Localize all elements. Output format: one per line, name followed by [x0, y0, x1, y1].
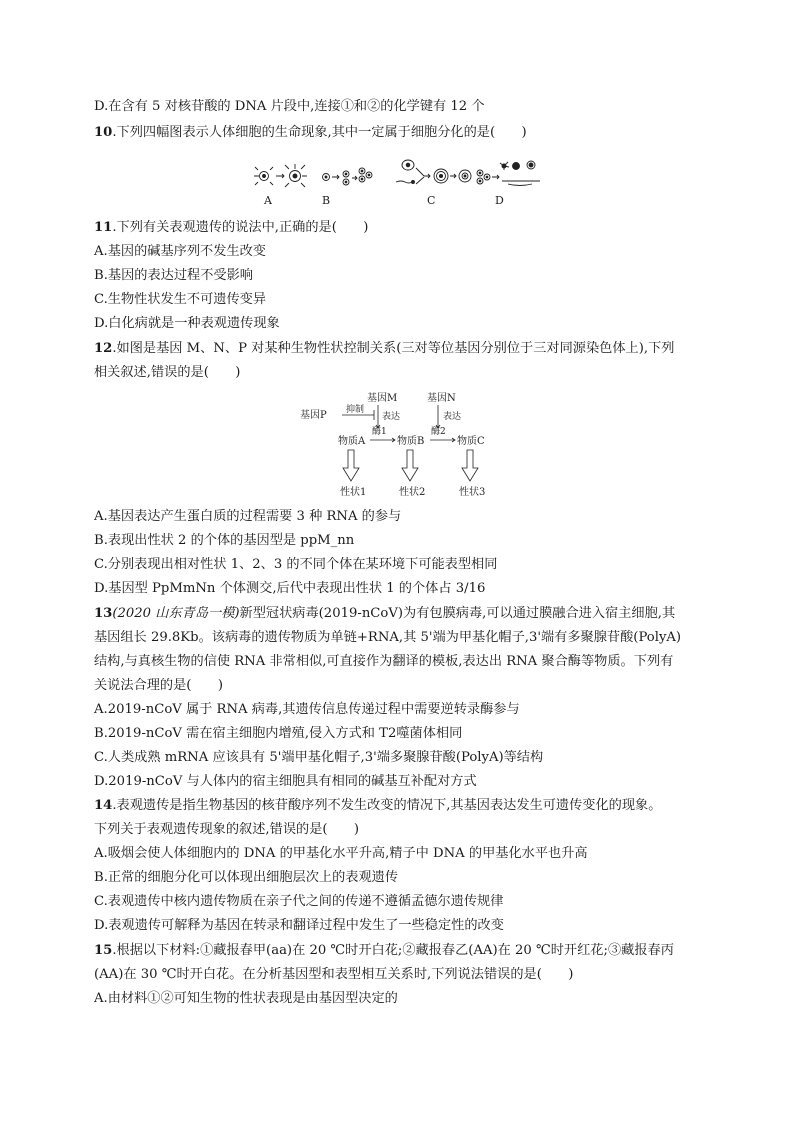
q13-stem-line4: 关说法合理的是( ): [94, 678, 223, 693]
q10-number: 10: [94, 125, 113, 140]
figure-d-image: [477, 161, 540, 186]
gene-n-label: 基因N: [427, 393, 456, 404]
enzyme2-label: 酶2: [431, 427, 446, 437]
q12-stem-text1: .如图是基因 M、N、P 对某种生物性状控制关系(三对等位基因分别位于三对同源染色体上),下列: [112, 341, 675, 356]
q10-cell-figures: [250, 156, 550, 208]
q15-option-a: A.由材料①②可知生物的性状表现是由基因型决定的: [94, 991, 398, 1006]
q13-number: 13: [94, 606, 113, 621]
q12-number: 12: [94, 341, 113, 356]
substance-b-label: 物质B: [397, 436, 425, 447]
q13-stem-text1: 新型冠状病毒(2019-nCoV)为有包膜病毒,可以通过膜融合进入宿主细胞,其: [239, 606, 676, 621]
q13-option-c: C.人类成熟 mRNA 应该具有 5'端甲基化帽子,3'端多聚腺苷酸(PolyA)等结构: [94, 750, 544, 765]
q14-number: 14: [94, 798, 113, 813]
figure-a-label: A: [264, 194, 272, 207]
q15-stem-text1: .根据以下材料:①藏报春甲(aa)在 20 ℃时开白花;②藏报春乙(AA)在 20 ℃时开红花;③藏报春丙: [112, 943, 674, 958]
express-label-1: 表达: [382, 412, 401, 422]
q15-stem-line2: (AA)在 30 ℃时开白花。在分析基因型和表型相互关系时,下列说法错误的是( ): [94, 967, 574, 982]
gene-m-label: 基因M: [367, 393, 398, 404]
q11-stem-text: .下列有关表观遗传的说法中,正确的是( ): [112, 220, 369, 235]
q14-option-d: D.表观遗传可解释为基因在转录和翻译过程中发生了一些稳定性的改变: [94, 918, 504, 933]
q12-stem-line1: [94, 340, 674, 358]
q13-option-a: A.2019-nCoV 属于 RNA 病毒,其遗传信息传递过程中需要逆转录酶参与: [94, 702, 520, 717]
trait-3-label: 性状3: [459, 487, 486, 498]
q11-option-c: C.生物性状发生不可遗传变异: [94, 292, 267, 307]
q11-stem: [94, 219, 368, 237]
q11-option-b: B.基因的表达过程不受影响: [94, 268, 253, 283]
express-label-2: 表达: [443, 412, 462, 422]
inhibit-label: 抑制: [346, 405, 365, 415]
figure-b-image: [323, 168, 373, 185]
figure-c-label: C: [427, 194, 436, 207]
q14-stem-text1: .表观遗传是指生物基因的核苷酸序列不发生改变的情况下,其基因表达发生可遗传变化的现象。: [112, 798, 662, 813]
substance-c-label: 物质C: [457, 436, 485, 447]
q15-number: 15: [94, 943, 113, 958]
q14-option-b: B.正常的细胞分化可以体现出细胞层次上的表观遗传: [94, 870, 399, 885]
q12-option-d: D.基因型 PpMmNn 个体测交,后代中表现出性状 1 的个体占 3/16: [94, 581, 486, 596]
figure-d-label: D: [495, 194, 504, 207]
q10-stem-text: .下列四幅图表示人体细胞的生命现象,其中一定属于细胞分化的是( ): [112, 125, 527, 140]
q14-option-c: C.表观遗传中核内遗传物质在亲子代之间的传递不遵循孟德尔遗传规律: [94, 894, 504, 909]
figure-c-image: [396, 160, 471, 184]
q10-stem: [94, 124, 527, 142]
q12-option-a: A.基因表达产生蛋白质的过程需要 3 种 RNA 的参与: [94, 509, 402, 524]
q11-number: 11: [94, 220, 113, 235]
q14-stem-line2: 下列关于表观遗传现象的叙述,错误的是( ): [94, 822, 360, 837]
trait-1-label: 性状1: [340, 487, 367, 498]
q12-option-c: C.分别表现出相对性状 1、2、3 的不同个体在某环境下可能表型相同: [94, 557, 498, 572]
q13-source: (2020 山东青岛一模): [112, 606, 240, 621]
trait-2-label: 性状2: [399, 487, 426, 498]
q12-gene-control-diagram: [300, 388, 510, 500]
q13-option-d: D.2019-nCoV 与人体内的宿主细胞具有相同的碱基互补配对方式: [94, 774, 477, 789]
q12-option-b: B.表现出性状 2 的个体的基因型是 ppM_nn: [94, 533, 355, 548]
q9-option-d: D.在含有 5 对核苷酸的 DNA 片段中,连接①和②的化学键有 12 个: [94, 99, 485, 114]
figure-a-image: [254, 164, 307, 187]
q11-option-d: D.白化病就是一种表观遗传现象: [94, 316, 280, 331]
figure-b-label: B: [322, 194, 331, 207]
q14-stem-line1: [94, 797, 661, 815]
q13-stem-line1: [94, 605, 675, 623]
gene-p-label: 基因P: [300, 410, 327, 421]
q11-option-a: A.基因的碱基序列不发生改变: [94, 244, 266, 259]
q15-stem-line1: [94, 942, 674, 960]
enzyme1-label: 酶1: [372, 427, 387, 437]
q13-stem-line2: 基因组长 29.8Kb。该病毒的遗传物质为单链+RNA,其 5'端为甲基化帽子,3'端有多聚腺苷酸(PolyA): [94, 630, 682, 645]
q13-option-b: B.2019-nCoV 需在宿主细胞内增殖,侵入方式和 T2噬菌体相同: [94, 726, 463, 741]
q12-stem-line2: 相关叙述,错误的是( ): [94, 365, 241, 380]
q14-option-a: A.吸烟会使人体细胞内的 DNA 的甲基化水平升高,精子中 DNA 的甲基化水平也升高: [94, 846, 588, 861]
substance-a-label: 物质A: [338, 436, 366, 447]
q13-stem-line3: 结构,与真核生物的信使 RNA 非常相似,可直接作为翻译的模板,表达出 RNA 聚合酶等物质。下列有: [94, 654, 674, 669]
